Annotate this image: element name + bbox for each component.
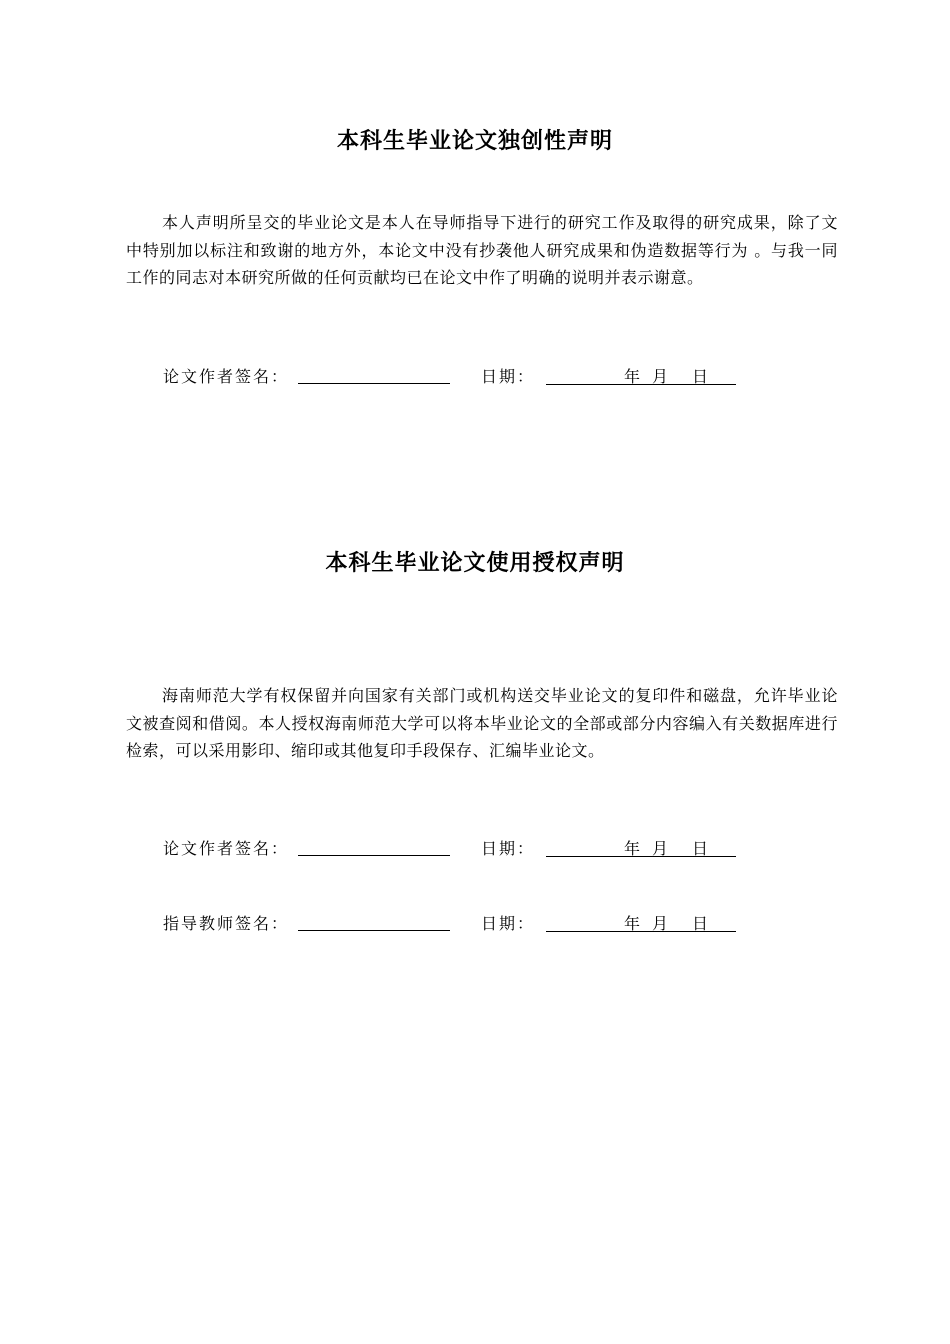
date-field (546, 911, 736, 932)
date-field (546, 836, 736, 857)
date-field (546, 364, 736, 385)
date-day-label: 日 (692, 839, 709, 858)
originality-author-signature-row (163, 364, 763, 390)
date-day-label: 日 (692, 914, 709, 933)
date-year-label: 年 (624, 367, 641, 386)
authorization-author-signature-row (163, 836, 763, 862)
authorization-title: 本科生毕业论文使用授权声明 (325, 551, 625, 576)
date-year-label: 年 (624, 914, 641, 933)
date-label: 日期： (481, 367, 536, 386)
supervisor-signature-line (298, 930, 450, 931)
date-label: 日期： (481, 839, 536, 858)
originality-paragraph: 本人声明所呈交的毕业论文是本人在导师指导下进行的研究工作及取得的研究成果，除了文中特别加以标注和致谢的地方外，本论文中没有抄袭他人研究成果和伪造数据等行为 。与我一同工作的同志对本研究所做的任何贡献均已在论文中作了明确的说明并表示谢意。 (126, 213, 838, 287)
author-signature-line (298, 383, 450, 384)
date-month-label: 月 (652, 367, 669, 386)
originality-title: 本科生毕业论文独创性声明 (336, 129, 613, 154)
supervisor-signature-label: 指导教师签名： (163, 914, 290, 933)
date-day-label: 日 (692, 367, 709, 386)
authorization-paragraph: 海南师范大学有权保留并向国家有关部门或机构送交毕业论文的复印件和磁盘，允许毕业论文被查阅和借阅。本人授权海南师范大学可以将本毕业论文的全部或部分内容编入有关数据库进行检索，可以采用影印、缩印或其他复印手段保存、汇编毕业论文。 (126, 686, 838, 760)
author-signature-label: 论文作者签名： (163, 367, 290, 386)
date-year-label: 年 (624, 839, 641, 858)
authorization-supervisor-signature-row (163, 911, 763, 937)
date-label: 日期： (481, 914, 536, 933)
date-month-label: 月 (652, 914, 669, 933)
author-signature-line (298, 855, 450, 856)
date-month-label: 月 (652, 839, 669, 858)
author-signature-label: 论文作者签名： (163, 839, 290, 858)
